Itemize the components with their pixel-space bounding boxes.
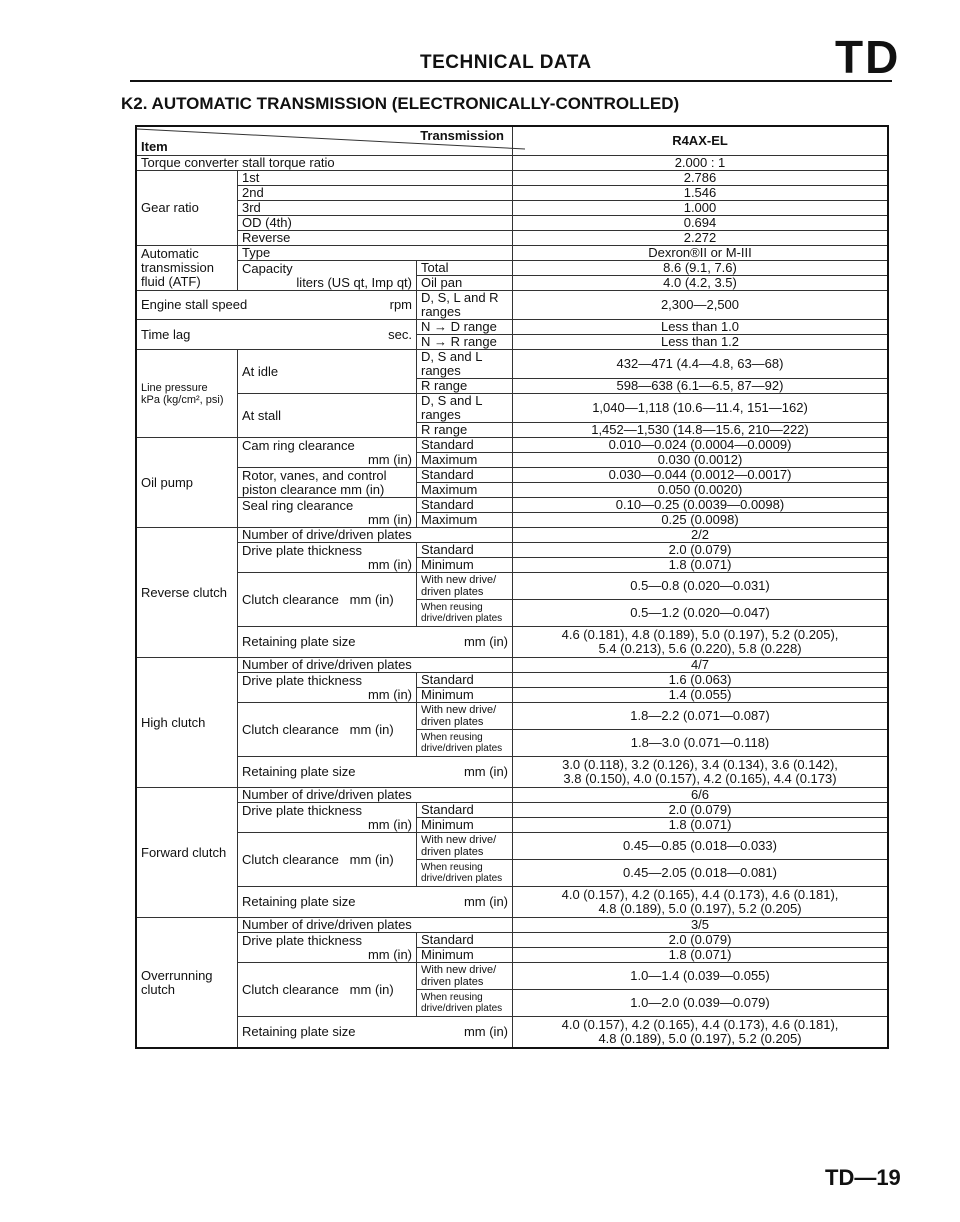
thickness-min-label: Minimum [417, 948, 513, 963]
table-row [136, 803, 888, 818]
retaining-line-2: 5.4 (0.213), 5.6 (0.220), 5.8 (0.228) [598, 641, 802, 656]
clearance-cell [238, 833, 417, 887]
lp-stall-r-label: R range [417, 423, 513, 438]
capacity-unit: liters (US qt, Imp qt) [296, 274, 412, 290]
table-row [136, 673, 888, 688]
retaining-values [513, 627, 889, 658]
plate-count-label: Number of drive/driven plates [238, 528, 513, 543]
thickness-label: Drive plate thickness [242, 542, 362, 558]
clearance-unit: mm (in) [349, 591, 394, 607]
retaining-line-2: 4.8 (0.189), 5.0 (0.197), 5.2 (0.205) [598, 901, 802, 916]
retaining-label: Retaining plate size [242, 1024, 356, 1039]
clearance-new-value: 1.0—1.4 (0.039—0.055) [513, 963, 889, 990]
oil-pump-label: Oil pump [136, 438, 238, 528]
stall-cell [136, 291, 417, 320]
table-row [136, 171, 888, 186]
clearance-reuse-label: When reusing drive/driven plates [417, 600, 513, 627]
stall-unit: rpm [389, 297, 412, 312]
atf-type-label: Type [238, 246, 513, 261]
table-row [136, 627, 888, 658]
section-heading: K2. AUTOMATIC TRANSMISSION (ELECTRONICALLY-CONTROLLED) [121, 94, 680, 113]
clearance-label: Clutch clearance [242, 851, 339, 867]
rotor-cell [238, 468, 417, 498]
retaining-cell [238, 627, 513, 658]
retaining-line-2: 4.8 (0.189), 5.0 (0.197), 5.2 (0.205) [598, 1031, 802, 1046]
clutch-name: Overrunning clutch [136, 918, 238, 1049]
lp-stall-label: At stall [238, 394, 417, 438]
thickness-std-value: 2.0 (0.079) [513, 543, 889, 558]
clearance-new-label: With new drive/ driven plates [417, 573, 513, 600]
rotor-max-label: Maximum [417, 483, 513, 498]
lag-unit: sec. [388, 326, 412, 342]
header-item: Item [141, 139, 168, 154]
gear-1st: 1st [238, 171, 513, 186]
header-transmission: Transmission [420, 128, 504, 143]
table-row [136, 291, 888, 320]
table-row [136, 703, 888, 730]
stall-value: 2,300—2,500 [513, 291, 889, 320]
plate-count-label: Number of drive/driven plates [238, 788, 513, 803]
cam-label: Cam ring clearance [242, 437, 355, 453]
seal-label: Seal ring clearance [242, 497, 354, 513]
retaining-cell [238, 887, 513, 918]
retaining-line-1: 4.6 (0.181), 4.8 (0.189), 5.0 (0.197), 5.2 (0.205), [561, 627, 839, 642]
table-row [136, 246, 888, 261]
thickness-cell [238, 803, 417, 833]
thickness-label: Drive plate thickness [242, 802, 362, 818]
retaining-cell [238, 1017, 513, 1049]
retaining-line-1: 4.0 (0.157), 4.2 (0.165), 4.4 (0.173), 4.6 (0.181), [561, 887, 839, 902]
clearance-reuse-value: 1.0—2.0 (0.039—0.079) [513, 990, 889, 1017]
gear-od: OD (4th) [238, 216, 513, 231]
thickness-std-value: 1.6 (0.063) [513, 673, 889, 688]
gear-ratio-label: Gear ratio [136, 171, 238, 246]
lp-idle-dsl-label: D, S and L ranges [417, 350, 513, 379]
cam-std-label: Standard [417, 438, 513, 453]
table-row [136, 933, 888, 948]
lag-nd-label: N → D range [417, 320, 513, 335]
seal-std-label: Standard [417, 498, 513, 513]
table-row [136, 1017, 888, 1049]
clearance-new-label: With new drive/ driven plates [417, 963, 513, 990]
retaining-values [513, 757, 889, 788]
thickness-std-label: Standard [417, 803, 513, 818]
clearance-new-value: 1.8—2.2 (0.071—0.087) [513, 703, 889, 730]
thickness-min-label: Minimum [417, 818, 513, 833]
table-row [136, 757, 888, 788]
header-rule [130, 80, 892, 82]
lp-idle-label: At idle [238, 350, 417, 394]
retaining-values [513, 887, 889, 918]
table-row [136, 788, 888, 803]
table-row [136, 468, 888, 483]
thickness-std-value: 2.0 (0.079) [513, 803, 889, 818]
page-title: TECHNICAL DATA [420, 52, 592, 73]
table-row [136, 573, 888, 600]
table-row [136, 186, 888, 201]
seal-cell [238, 498, 417, 528]
thickness-unit: mm (in) [367, 816, 412, 832]
table-row [136, 887, 888, 918]
rotor-std-value: 0.030—0.044 (0.0012—0.0017) [513, 468, 889, 483]
thickness-min-value: 1.8 (0.071) [513, 948, 889, 963]
stall-label: Engine stall speed [141, 297, 248, 312]
clearance-new-value: 0.45—0.85 (0.018—0.033) [513, 833, 889, 860]
lag-nr-value: Less than 1.2 [513, 335, 889, 350]
header-model: R4AX-EL [513, 126, 889, 156]
table-row [136, 918, 888, 933]
thickness-unit: mm (in) [367, 946, 412, 962]
table-row [136, 963, 888, 990]
clearance-label: Clutch clearance [242, 591, 339, 607]
cam-cell [238, 438, 417, 468]
lp-stall-r-value: 1,452—1,530 (14.8—15.6, 210—222) [513, 423, 889, 438]
plate-count-label: Number of drive/driven plates [238, 658, 513, 673]
rotor-std-label: Standard [417, 468, 513, 483]
thickness-min-label: Minimum [417, 558, 513, 573]
page-header [0, 0, 960, 90]
thickness-std-label: Standard [417, 543, 513, 558]
gear-reverse: Reverse [238, 231, 513, 246]
table-row [136, 231, 888, 246]
clearance-new-label: With new drive/ driven plates [417, 703, 513, 730]
clearance-cell [238, 573, 417, 627]
section-code: TD [835, 31, 901, 83]
seal-std-value: 0.10—0.25 (0.0039—0.0098) [513, 498, 889, 513]
capacity-cell [238, 261, 417, 291]
lag-cell [136, 320, 417, 350]
table-row [136, 216, 888, 231]
table-row [136, 658, 888, 673]
clearance-new-value: 0.5—0.8 (0.020—0.031) [513, 573, 889, 600]
line-pressure-label: Line pressure [141, 381, 208, 394]
plate-count-value: 2/2 [513, 528, 889, 543]
seal-max-value: 0.25 (0.0098) [513, 513, 889, 528]
table-row [136, 261, 888, 276]
page-number: TD—19 [825, 1165, 901, 1190]
rotor-unit: mm (in) [340, 481, 385, 497]
clearance-reuse-value: 0.45—2.05 (0.018—0.081) [513, 860, 889, 887]
rotor-max-value: 0.050 (0.0020) [513, 483, 889, 498]
oilpan-value: 4.0 (4.2, 3.5) [513, 276, 889, 291]
thickness-cell [238, 543, 417, 573]
table-header-row [136, 126, 888, 156]
retaining-unit: mm (in) [463, 634, 508, 649]
clearance-reuse-label: When reusing drive/driven plates [417, 860, 513, 887]
cam-std-value: 0.010—0.024 (0.0004—0.0009) [513, 438, 889, 453]
line-pressure-cell [136, 350, 238, 438]
thickness-min-value: 1.8 (0.071) [513, 558, 889, 573]
torque-label: Torque converter stall torque ratio [136, 156, 513, 171]
gear-2nd: 2nd [238, 186, 513, 201]
thickness-cell [238, 673, 417, 703]
retaining-label: Retaining plate size [242, 634, 356, 649]
stall-condition: D, S, L and R ranges [417, 291, 513, 320]
lp-idle-dsl-value: 432—471 (4.4—4.8, 63—68) [513, 350, 889, 379]
total-value: 8.6 (9.1, 7.6) [513, 261, 889, 276]
table-row [136, 543, 888, 558]
seal-unit: mm (in) [367, 511, 412, 527]
lp-idle-r-label: R range [417, 379, 513, 394]
gear-od-value: 0.694 [513, 216, 889, 231]
table-row [136, 394, 888, 423]
gear-3rd-value: 1.000 [513, 201, 889, 216]
gear-3rd: 3rd [238, 201, 513, 216]
table-row [136, 833, 888, 860]
retaining-line-2: 3.8 (0.150), 4.0 (0.157), 4.2 (0.165), 4.4 (0.173) [563, 771, 837, 786]
table-row [136, 350, 888, 379]
clearance-unit: mm (in) [349, 721, 394, 737]
plate-count-label: Number of drive/driven plates [238, 918, 513, 933]
clearance-cell [238, 963, 417, 1017]
table-row [136, 438, 888, 453]
torque-value: 2.000 : 1 [513, 156, 889, 171]
clearance-reuse-label: When reusing drive/driven plates [417, 730, 513, 757]
retaining-unit: mm (in) [463, 764, 508, 779]
spec-table [135, 125, 889, 1049]
lp-stall-dsl-label: D, S and L ranges [417, 394, 513, 423]
cam-unit: mm (in) [367, 451, 412, 467]
gear-2nd-value: 1.546 [513, 186, 889, 201]
gear-reverse-value: 2.272 [513, 231, 889, 246]
table-row [136, 201, 888, 216]
clutch-name: Reverse clutch [136, 528, 238, 658]
cam-max-value: 0.030 (0.0012) [513, 453, 889, 468]
gear-1st-value: 2.786 [513, 171, 889, 186]
diagonal-header-cell [136, 126, 513, 156]
table-row [136, 528, 888, 543]
lp-idle-r-value: 598—638 (6.1—6.5, 87—92) [513, 379, 889, 394]
thickness-min-label: Minimum [417, 688, 513, 703]
total-label: Total [417, 261, 513, 276]
thickness-min-value: 1.4 (0.055) [513, 688, 889, 703]
clearance-unit: mm (in) [349, 851, 394, 867]
clutch-name: Forward clutch [136, 788, 238, 918]
thickness-label: Drive plate thickness [242, 672, 362, 688]
thickness-unit: mm (in) [367, 686, 412, 702]
clearance-new-label: With new drive/ driven plates [417, 833, 513, 860]
retaining-unit: mm (in) [463, 894, 508, 909]
clearance-reuse-value: 1.8—3.0 (0.071—0.118) [513, 730, 889, 757]
table-row [136, 156, 888, 171]
thickness-label: Drive plate thickness [242, 932, 362, 948]
capacity-label: Capacity [242, 260, 293, 276]
retaining-label: Retaining plate size [242, 764, 356, 779]
thickness-cell [238, 933, 417, 963]
clearance-reuse-label: When reusing drive/driven plates [417, 990, 513, 1017]
lp-stall-dsl-value: 1,040—1,118 (10.6—11.4, 151—162) [513, 394, 889, 423]
plate-count-value: 3/5 [513, 918, 889, 933]
seal-max-label: Maximum [417, 513, 513, 528]
thickness-min-value: 1.8 (0.071) [513, 818, 889, 833]
clearance-reuse-value: 0.5—1.2 (0.020—0.047) [513, 600, 889, 627]
clutch-name: High clutch [136, 658, 238, 788]
atf-type-value: Dexron®II or M-III [513, 246, 889, 261]
rotor-label: Rotor, vanes, and control piston clearance [242, 467, 387, 497]
atf-label: Automatic transmission fluid (ATF) [136, 246, 238, 291]
lag-nr-label: N → R range [417, 335, 513, 350]
thickness-unit: mm (in) [367, 556, 412, 572]
table-row [136, 320, 888, 335]
cam-max-label: Maximum [417, 453, 513, 468]
plate-count-value: 6/6 [513, 788, 889, 803]
lag-nd-value: Less than 1.0 [513, 320, 889, 335]
retaining-line-1: 4.0 (0.157), 4.2 (0.165), 4.4 (0.173), 4.6 (0.181), [561, 1017, 839, 1032]
plate-count-value: 4/7 [513, 658, 889, 673]
retaining-line-1: 3.0 (0.118), 3.2 (0.126), 3.4 (0.134), 3.6 (0.142), [562, 757, 838, 772]
line-pressure-unit: kPa (kg/cm², psi) [141, 393, 224, 406]
retaining-values [513, 1017, 889, 1049]
clearance-unit: mm (in) [349, 981, 394, 997]
table-row [136, 498, 888, 513]
clearance-label: Clutch clearance [242, 981, 339, 997]
retaining-unit: mm (in) [463, 1024, 508, 1039]
lag-label: Time lag [141, 326, 191, 342]
clearance-label: Clutch clearance [242, 721, 339, 737]
thickness-std-label: Standard [417, 933, 513, 948]
oilpan-label: Oil pan [417, 276, 513, 291]
retaining-label: Retaining plate size [242, 894, 356, 909]
thickness-std-value: 2.0 (0.079) [513, 933, 889, 948]
clearance-cell [238, 703, 417, 757]
thickness-std-label: Standard [417, 673, 513, 688]
retaining-cell [238, 757, 513, 788]
